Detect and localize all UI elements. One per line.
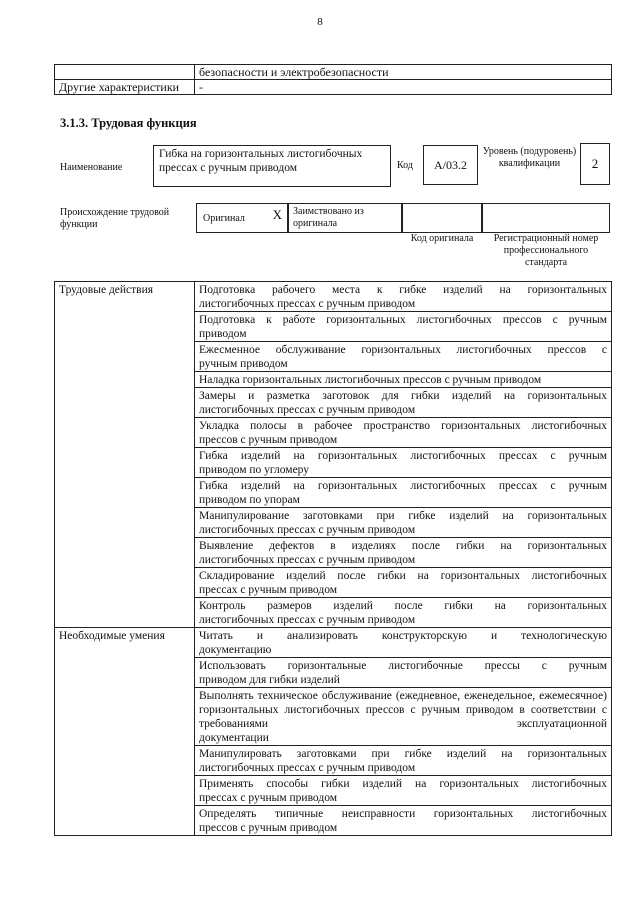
characteristics-table — [54, 64, 612, 95]
item-text: Выявление дефектов в изделиях после гибки на горизонтальных — [199, 540, 607, 552]
empty-cell — [55, 65, 195, 80]
item-text: Манипулирование заготовками при гибке изделий на горизонтальных — [199, 510, 607, 522]
table-row — [55, 282, 612, 312]
borrowed-label: Заимствовано из оригинала — [288, 203, 402, 233]
labor-actions-item — [195, 282, 612, 312]
registration-number-label: Регистрационный номер профессионального стандарта — [493, 233, 599, 268]
item-text: Читать и анализировать конструкторскую и технологическую — [199, 630, 607, 642]
labor-actions-item — [195, 598, 612, 628]
row-header: Другие характеристики — [55, 80, 195, 95]
item-text-continued: документацию — [199, 644, 272, 656]
item-text-continued: прессов с ручным приводом — [199, 822, 338, 834]
table-row — [55, 80, 612, 95]
labor-actions-item — [195, 478, 612, 508]
item-text-continued: листогибочных прессах с ручным приводом — [199, 524, 416, 536]
item-text: Определять типичные неисправности горизонтальных листогибочных — [199, 808, 607, 820]
item-text: Складирование изделий после гибки на горизонтальных листогибочных — [199, 570, 607, 582]
item-text-continued: приводом — [199, 328, 247, 340]
labor-actions-title: Трудовые действия — [55, 282, 195, 628]
item-text: Контроль размеров изделий после гибки на горизонтальных — [199, 600, 607, 612]
table-cell: - — [195, 80, 612, 95]
item-text-continued: приводом для гибки изделий — [199, 674, 340, 686]
item-text-continued: листогибочных прессах с ручным приводом — [199, 298, 416, 310]
required-skills-item — [195, 688, 612, 746]
item-text-continued: листогибочных прессах с ручным приводом — [199, 614, 416, 626]
item-text-continued: документации — [199, 732, 269, 744]
item-text-continued: листогибочных прессах с ручным приводом — [199, 554, 416, 566]
code-value: A/03.2 — [423, 145, 478, 185]
item-text: Выполнять техническое обслуживание (ежедневное, еженедельное, ежемесячное) горизонтальных листогибочных прессов с ручным приводом в соответствии с требованиями эксплуатационной — [199, 690, 607, 730]
registration-number-box — [482, 203, 610, 233]
item-text: Укладка полосы в рабочее пространство горизонтальных листогибочных — [199, 420, 607, 432]
item-text: Гибка изделий на горизонтальных листогибочных прессах с ручным — [199, 480, 607, 492]
labor-actions-item — [195, 508, 612, 538]
item-text: Подготовка к работе горизонтальных листогибочных прессов с ручным — [199, 314, 607, 326]
original-code-box — [402, 203, 482, 233]
original-code-label: Код оригинала — [410, 233, 474, 244]
section-heading: 3.1.3. Трудовая функция — [60, 116, 197, 130]
labor-actions-item — [195, 342, 612, 372]
code-label: Код — [397, 160, 413, 171]
item-text: Наладка горизонтальных листогибочных прессов с ручным приводом — [199, 374, 542, 386]
item-text-continued: листогибочных прессах с ручным приводом — [199, 404, 416, 416]
original-label: Оригинал — [203, 213, 245, 224]
table-row — [55, 65, 612, 80]
table-cell: безопасности и электробезопасности — [195, 65, 612, 80]
labor-actions-item — [195, 418, 612, 448]
item-text: Гибка изделий на горизонтальных листогибочных прессах с ручным — [199, 450, 607, 462]
item-text-continued: листогибочных прессах с ручным приводом — [199, 762, 416, 774]
required-skills-item — [195, 746, 612, 776]
required-skills-title: Необходимые умения — [55, 628, 195, 836]
item-text: Применять способы гибки изделий на горизонтальных листогибочных — [199, 778, 607, 790]
item-text-continued: ручным приводом — [199, 358, 288, 370]
item-text-continued: приводом по угломеру — [199, 464, 310, 476]
original-box — [196, 203, 288, 233]
function-content-table — [54, 281, 612, 836]
required-skills-item — [195, 628, 612, 658]
required-skills-item — [195, 806, 612, 836]
required-skills-item — [195, 776, 612, 806]
item-text: Манипулировать заготовками при гибке изделий на горизонтальных — [199, 748, 607, 760]
item-text-continued: прессов с ручным приводом — [199, 434, 338, 446]
labor-actions-item — [195, 538, 612, 568]
name-label: Наименование — [60, 162, 123, 173]
labor-actions-item — [195, 372, 612, 388]
page-number: 8 — [317, 16, 323, 28]
item-text-continued: прессах с ручным приводом — [199, 584, 338, 596]
item-text: Подготовка рабочего места к гибке изделий на горизонтальных — [199, 284, 607, 296]
table-row — [55, 628, 612, 658]
item-text-continued: прессах с ручным приводом — [199, 792, 338, 804]
labor-actions-item — [195, 448, 612, 478]
origin-label: Происхождение трудовой функции — [60, 207, 170, 230]
qualification-level-value: 2 — [580, 143, 610, 185]
original-mark: X — [272, 207, 282, 222]
function-name-value: Гибка на горизонтальных листогибочных прессах с ручным приводом — [153, 145, 391, 187]
qualification-level-label: Уровень (подуровень) квалификации — [482, 146, 577, 169]
item-text: Использовать горизонтальные листогибочные прессы с ручным — [199, 660, 607, 672]
item-text: Замеры и разметка заготовок для гибки изделий на горизонтальных — [199, 390, 607, 402]
required-skills-item — [195, 658, 612, 688]
item-text-continued: приводом по упорам — [199, 494, 300, 506]
labor-actions-item — [195, 568, 612, 598]
labor-actions-item — [195, 312, 612, 342]
labor-actions-item — [195, 388, 612, 418]
item-text: Ежесменное обслуживание горизонтальных листогибочных прессов с — [199, 344, 607, 356]
